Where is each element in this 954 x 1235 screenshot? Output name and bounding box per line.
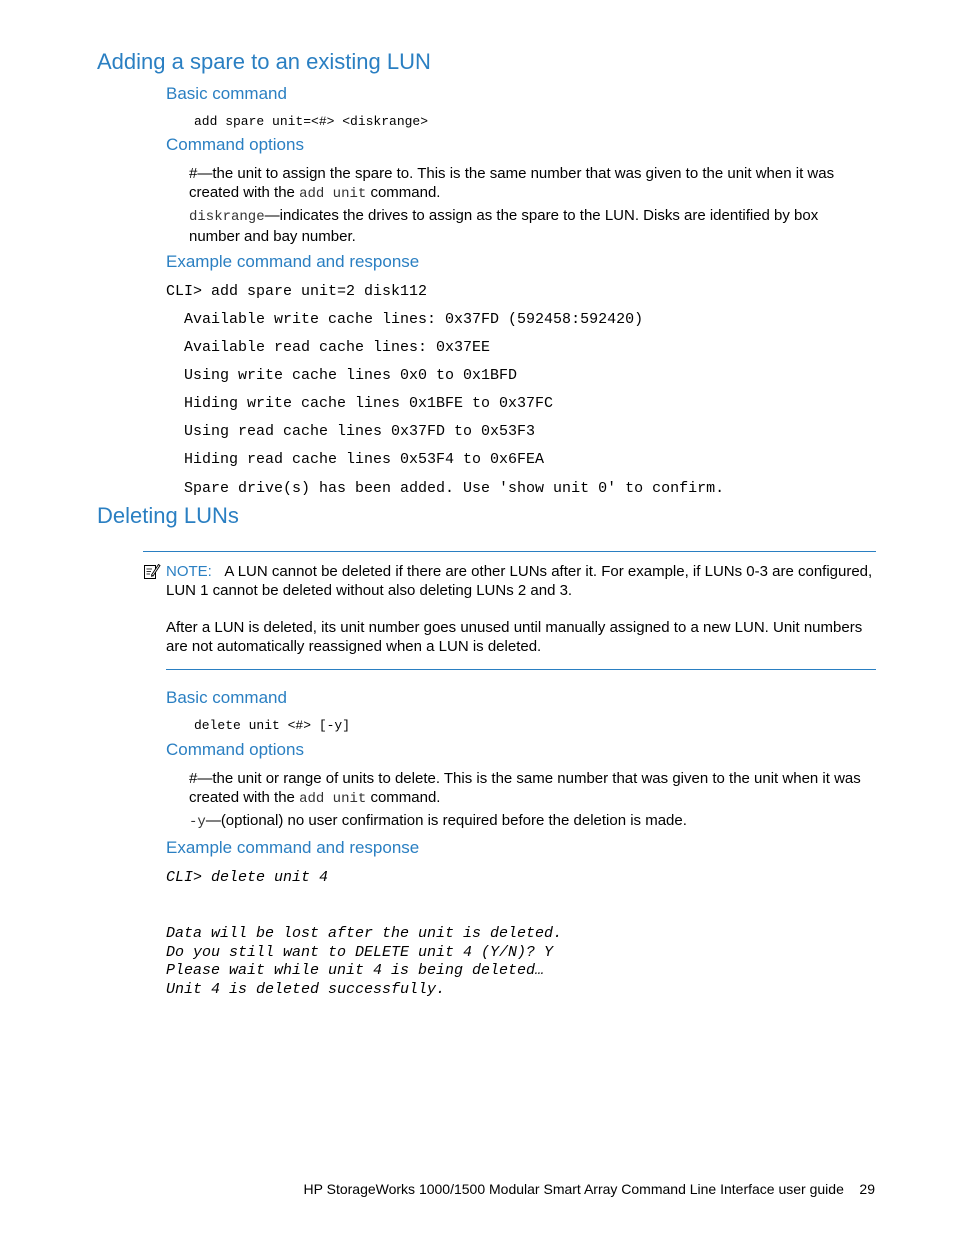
example-heading: Example command and response <box>166 252 420 271</box>
option-y-description: -y—(optional) no user confirmation is required before the deletion is made. <box>189 812 687 830</box>
note-pencil-icon <box>143 562 161 580</box>
command-options-heading: Command options <box>166 740 304 759</box>
example-heading: Example command and response <box>166 838 420 857</box>
inline-code: add unit <box>299 186 367 202</box>
option-symbol: # <box>189 165 198 182</box>
note-text: A LUN cannot be deleted if there are other LUNs after it. For example, if LUNs 0-3 are configured, <box>224 563 873 580</box>
basic-command-heading: Basic command <box>166 688 287 707</box>
basic-command-heading: Basic command <box>166 84 287 103</box>
example-command: CLI> delete unit 4 <box>166 869 329 886</box>
note-top-rule <box>143 551 876 552</box>
inline-code: diskrange <box>189 209 265 225</box>
note-paragraph: After a LUN is deleted, its unit number goes unused until manually assigned to a new LUN. Unit numbers are not automatically reassigned when a LUN is deleted. <box>166 619 863 655</box>
footer-title: HP StorageWorks 1000/1500 Modular Smart Array Command Line Interface user guide <box>303 1181 844 1197</box>
section-heading-deleting-luns: Deleting LUNs <box>97 503 239 528</box>
example-response-line: Do you still want to DELETE unit 4 (Y/N)? Y <box>166 944 554 961</box>
example-response-line: Data will be lost after the unit is deleted. <box>166 925 563 942</box>
page-footer <box>304 1181 875 1197</box>
section-heading-add-spare: Adding a spare to an existing LUN <box>97 49 431 74</box>
example-response-line: Available read cache lines: 0x37EE <box>184 339 491 356</box>
example-response-line: Hiding read cache lines 0x53F4 to 0x6FEA <box>184 451 545 468</box>
command-options-heading: Command options <box>166 135 304 154</box>
note-box: NOTE: A LUN cannot be deleted if there are other LUNs after it. For example, if LUNs 0-3 are configured, LUN 1 cannot be deleted without also deleting LUNs 2 and 3. <box>166 563 873 599</box>
example-response-line: Using write cache lines 0x0 to 0x1BFD <box>184 367 518 384</box>
example-command: CLI> add spare unit=2 disk112 <box>166 283 428 300</box>
basic-command-code: add spare unit=<#> <diskrange> <box>194 114 429 129</box>
example-response-line: Unit 4 is deleted successfully. <box>166 981 446 998</box>
inline-code: add unit <box>299 791 367 807</box>
option-symbol: # <box>189 770 198 787</box>
basic-command-code: delete unit <#> [-y] <box>194 718 351 733</box>
note-bottom-rule <box>166 669 876 670</box>
inline-code: -y <box>189 814 206 830</box>
option-unit-description: #—the unit to assign the spare to. This is the same number that was given to the unit when it was created with the add unit command. <box>189 165 835 202</box>
option-diskrange-description: diskrange—indicates the drives to assign as the spare to the LUN. Disks are identified by box number and bay number. <box>189 207 819 245</box>
option-unit-description: #—the unit or range of units to delete. This is the same number that was given to the unit when it was created with the add unit command. <box>189 770 861 807</box>
example-response-line: Using read cache lines 0x37FD to 0x53F3 <box>184 423 536 440</box>
example-response-line: Hiding write cache lines 0x1BFE to 0x37FC <box>184 395 554 412</box>
example-response-line: Available write cache lines: 0x37FD (592458:592420) <box>184 311 644 328</box>
note-label: NOTE: <box>166 563 212 580</box>
page-number: 29 <box>859 1181 875 1197</box>
example-response-line: Please wait while unit 4 is being deleted… <box>166 962 545 979</box>
example-response-line: Spare drive(s) has been added. Use 'show unit 0' to confirm. <box>184 480 725 497</box>
